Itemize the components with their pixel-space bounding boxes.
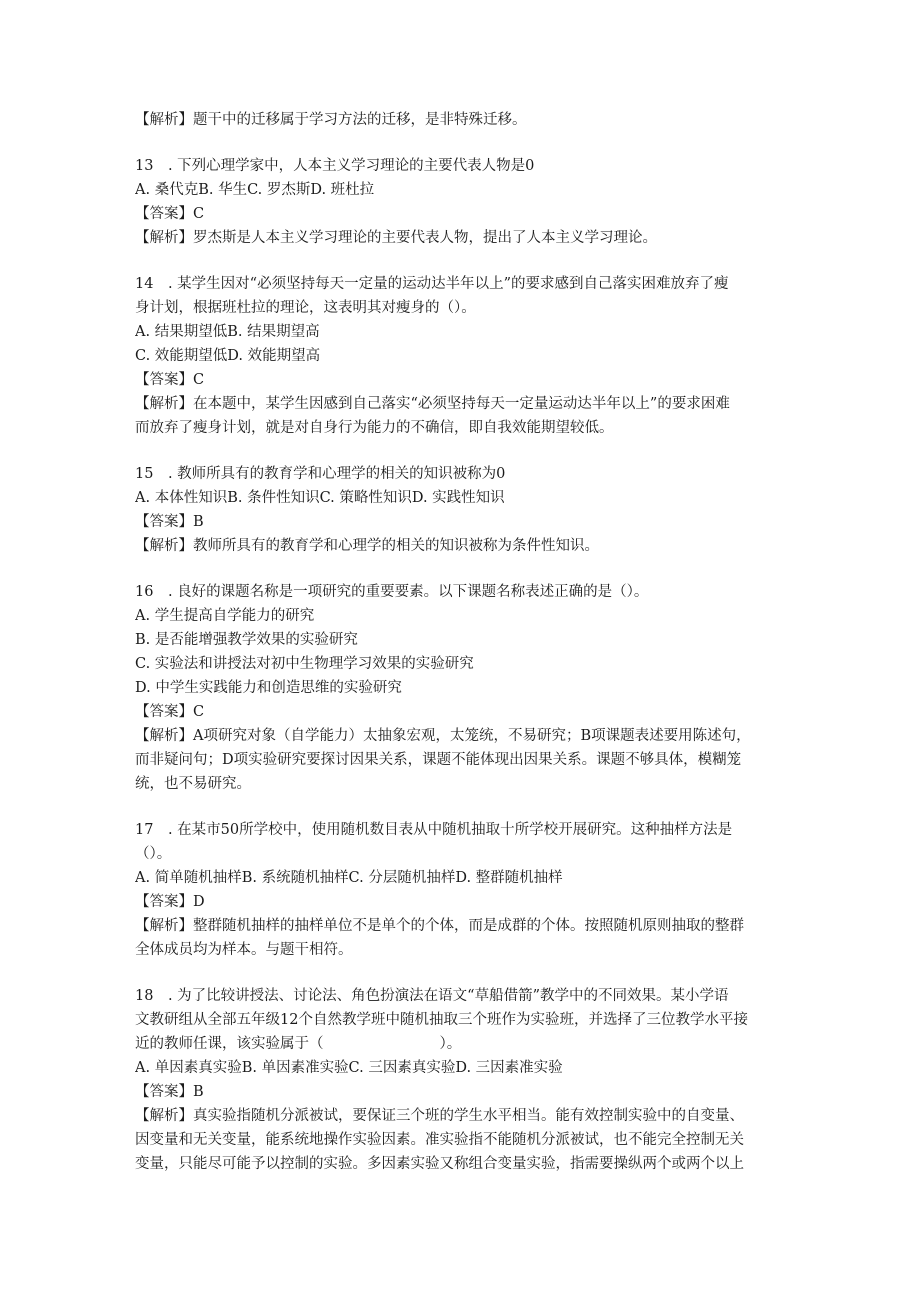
option: D. 中学生实践能力和创造思维的实验研究	[135, 680, 402, 696]
question-stem: 13 . 下列心理学家中，人本主义学习理论的主要代表人物是0	[135, 158, 535, 174]
question-17	[135, 818, 787, 962]
answer: 【答案】D	[135, 894, 205, 910]
options: A. 结果期望低B. 结果期望高	[135, 324, 320, 340]
analysis: 【解析】罗杰斯是人本主义学习理论的主要代表人物，提出了人本主义学习理论。	[135, 230, 657, 246]
options: A. 本体性知识B. 条件性知识C. 策略性知识D. 实践性知识	[135, 490, 505, 506]
analysis: 全体成员均为样本。与题干相符。	[135, 942, 353, 958]
options: A. 桑代克B. 华生C. 罗杰斯D. 班杜拉	[135, 182, 375, 198]
question-15	[135, 462, 787, 558]
analysis: 而放弃了瘦身计划，就是对自身行为能力的不确信，即自我效能期望较低。	[135, 420, 614, 436]
question-stem: 18 . 为了比较讲授法、讨论法、角色扮演法在语文“草船借箭”教学中的不同效果。某小学语	[135, 988, 729, 1004]
answer: 【答案】B	[135, 1084, 204, 1100]
question-stem: 15 . 教师所具有的教育学和心理学的相关的知识被称为0	[135, 466, 506, 482]
answer: 【答案】C	[135, 704, 205, 720]
question-18	[135, 984, 787, 1176]
question-stem: 近的教师任课，该实验属于（ ）。	[135, 1036, 462, 1052]
question-stem: 文教研组从全部五年级12个自然教学班中随机抽取三个班作为实验班，并选择了三位教学水平接	[135, 1012, 748, 1028]
text-line: 【解析】题干中的迁移属于学习方法的迁移，是非特殊迁移。	[135, 112, 527, 128]
analysis: 统，也不易研究。	[135, 776, 251, 792]
analysis: 【解析】A项研究对象（自学能力）太抽象宏观，太笼统，不易研究；B项课题表述要用陈述句，	[135, 728, 751, 744]
options: A. 简单随机抽样B. 系统随机抽样C. 分层随机抽样D. 整群随机抽样	[135, 870, 563, 886]
option: B. 是否能增强教学效果的实验研究	[135, 632, 358, 648]
analysis: 而非疑问句；D项实验研究要探讨因果关系，课题不能体现出因果关系。课题不够具体，模糊笼	[135, 752, 742, 768]
analysis: 【解析】教师所具有的教育学和心理学的相关的知识被称为条件性知识。	[135, 538, 599, 554]
document-page	[135, 108, 787, 1176]
analysis: 【解析】真实验指随机分派被试，要保证三个班的学生水平相当。能有效控制实验中的自变量、	[135, 1108, 744, 1124]
answer: 【答案】C	[135, 372, 205, 388]
question-stem: 16 . 良好的课题名称是一项研究的重要要素。以下课题名称表述正确的是（）。	[135, 584, 649, 600]
analysis: 【解析】整群随机抽样的抽样单位不是单个的个体，而是成群的个体。按照随机原则抽取的整群	[135, 918, 744, 934]
question-stem: 身计划，根据班杜拉的理论，这表明其对瘦身的（）。	[135, 300, 476, 316]
analysis: 因变量和无关变量，能系统地操作实验因素。准实验指不能随机分派被试，也不能完全控制无关	[135, 1132, 744, 1148]
options: C. 效能期望低D. 效能期望高	[135, 348, 321, 364]
question-stem: （）。	[135, 846, 172, 862]
block-12-analysis	[135, 108, 787, 132]
question-16	[135, 580, 787, 796]
question-stem: 17 . 在某市50所学校中，使用随机数目表从中随机抽取十所学校开展研究。这种抽样方法是	[135, 822, 733, 838]
analysis: 【解析】在本题中，某学生因感到自己落实“必须坚持每天一定量运动达半年以上”的要求困难	[135, 396, 730, 412]
option: C. 实验法和讲授法对初中生物理学习效果的实验研究	[135, 656, 474, 672]
option: A. 学生提高自学能力的研究	[135, 608, 315, 624]
options: A. 单因素真实验B. 单因素准实验C. 三因素真实验D. 三因素准实验	[135, 1060, 563, 1076]
answer: 【答案】C	[135, 206, 205, 222]
question-13	[135, 154, 787, 250]
answer: 【答案】B	[135, 514, 204, 530]
question-14	[135, 272, 787, 440]
analysis: 变量，只能尽可能予以控制的实验。多因素实验又称组合变量实验，指需要操纵两个或两个以上	[135, 1156, 744, 1172]
question-stem: 14 . 某学生因对“必须坚持每天一定量的运动达半年以上”的要求感到自己落实困难放弃了瘦	[135, 276, 729, 292]
